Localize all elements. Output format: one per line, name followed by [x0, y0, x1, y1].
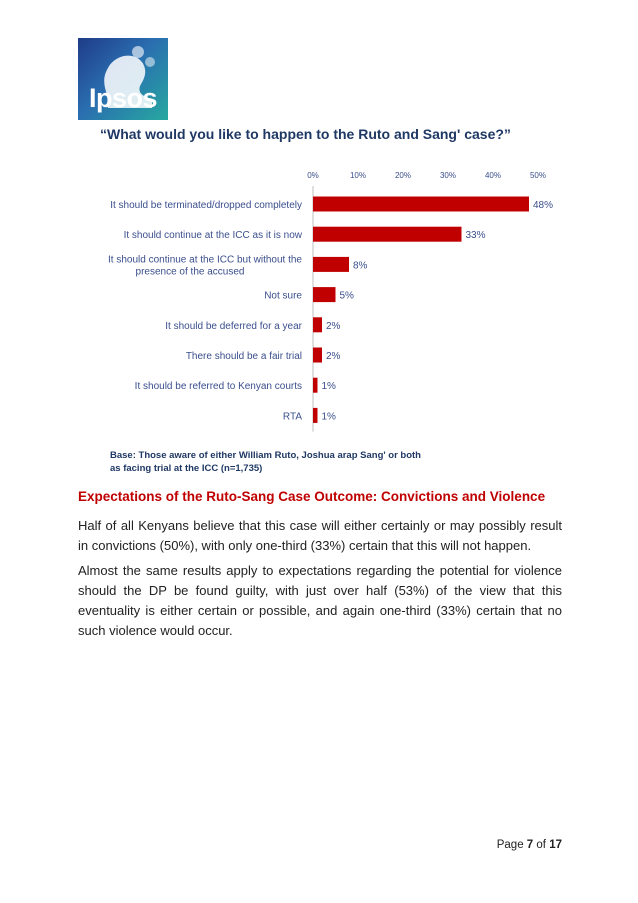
bar — [313, 257, 349, 272]
bar-value-label: 2% — [326, 320, 341, 332]
category-label: Not sure — [264, 290, 302, 302]
ipsos-logo — [78, 38, 168, 120]
bar — [313, 378, 318, 393]
x-tick-label: 10% — [349, 171, 367, 180]
category-label: RTA — [282, 411, 302, 423]
bar-value-label: 2% — [326, 351, 341, 362]
bar-value-label: 1% — [321, 381, 336, 393]
paragraph-convictions: Half of all Kenyans believe that this case will either certainly or may possibly result in convictions (50%), with only one-third (33%) certain that this will not happen. — [78, 518, 562, 553]
x-tick-label: 40% — [484, 171, 502, 180]
category-label: There should be a fair trial — [185, 351, 302, 362]
logo-text: Ipsos — [88, 83, 158, 113]
bar — [313, 408, 318, 423]
footer-total-pages: 17 — [549, 839, 562, 851]
paragraph-violence: Almost the same results apply to expectations regarding the potential for violence should the DP be found guilty, with just over half (53%) of the view that this eventuality is either certain or possible, and again one-third (33%) certain that no such violence would occur. — [78, 563, 562, 638]
bar — [313, 197, 529, 212]
page-footer — [497, 839, 562, 851]
category-label: It should continue at the ICC but without the presence of the accused — [107, 254, 302, 278]
x-tick-label: 0% — [307, 171, 319, 180]
bar — [313, 287, 336, 302]
section-heading: Expectations of the Ruto-Sang Case Outcome: Convictions and Violence — [78, 489, 546, 504]
footer-of-word: of — [536, 839, 546, 851]
footer-page-word: Page — [496, 839, 524, 851]
base-note: Base: Those aware of either William Ruto, Joshua arap Sang' or both as facing trial at the ICC (n=1,735) — [110, 450, 421, 474]
bar-value-label: 48% — [533, 200, 554, 211]
x-tick-label: 20% — [394, 171, 412, 180]
bar-value-label: 1% — [321, 411, 336, 423]
x-tick-label: 30% — [439, 171, 457, 180]
category-label: It should continue at the ICC as it is now — [123, 230, 302, 242]
category-label: It should be deferred for a year — [165, 320, 302, 332]
x-tick-label: 50% — [529, 171, 547, 180]
category-label: It should be terminated/dropped completely — [110, 200, 302, 211]
bar — [313, 348, 322, 363]
bar — [313, 227, 462, 242]
chart-question-title: “What would you like to happen to the Ruto and Sang' case?” — [100, 126, 511, 142]
bar-value-label: 8% — [353, 260, 368, 272]
bar — [313, 317, 322, 332]
category-label: It should be referred to Kenyan courts — [134, 381, 302, 393]
bar-chart — [0, 160, 638, 445]
footer-page-number: 7 — [526, 839, 534, 851]
bar-value-label: 33% — [465, 230, 486, 242]
bar-value-label: 5% — [339, 290, 354, 302]
